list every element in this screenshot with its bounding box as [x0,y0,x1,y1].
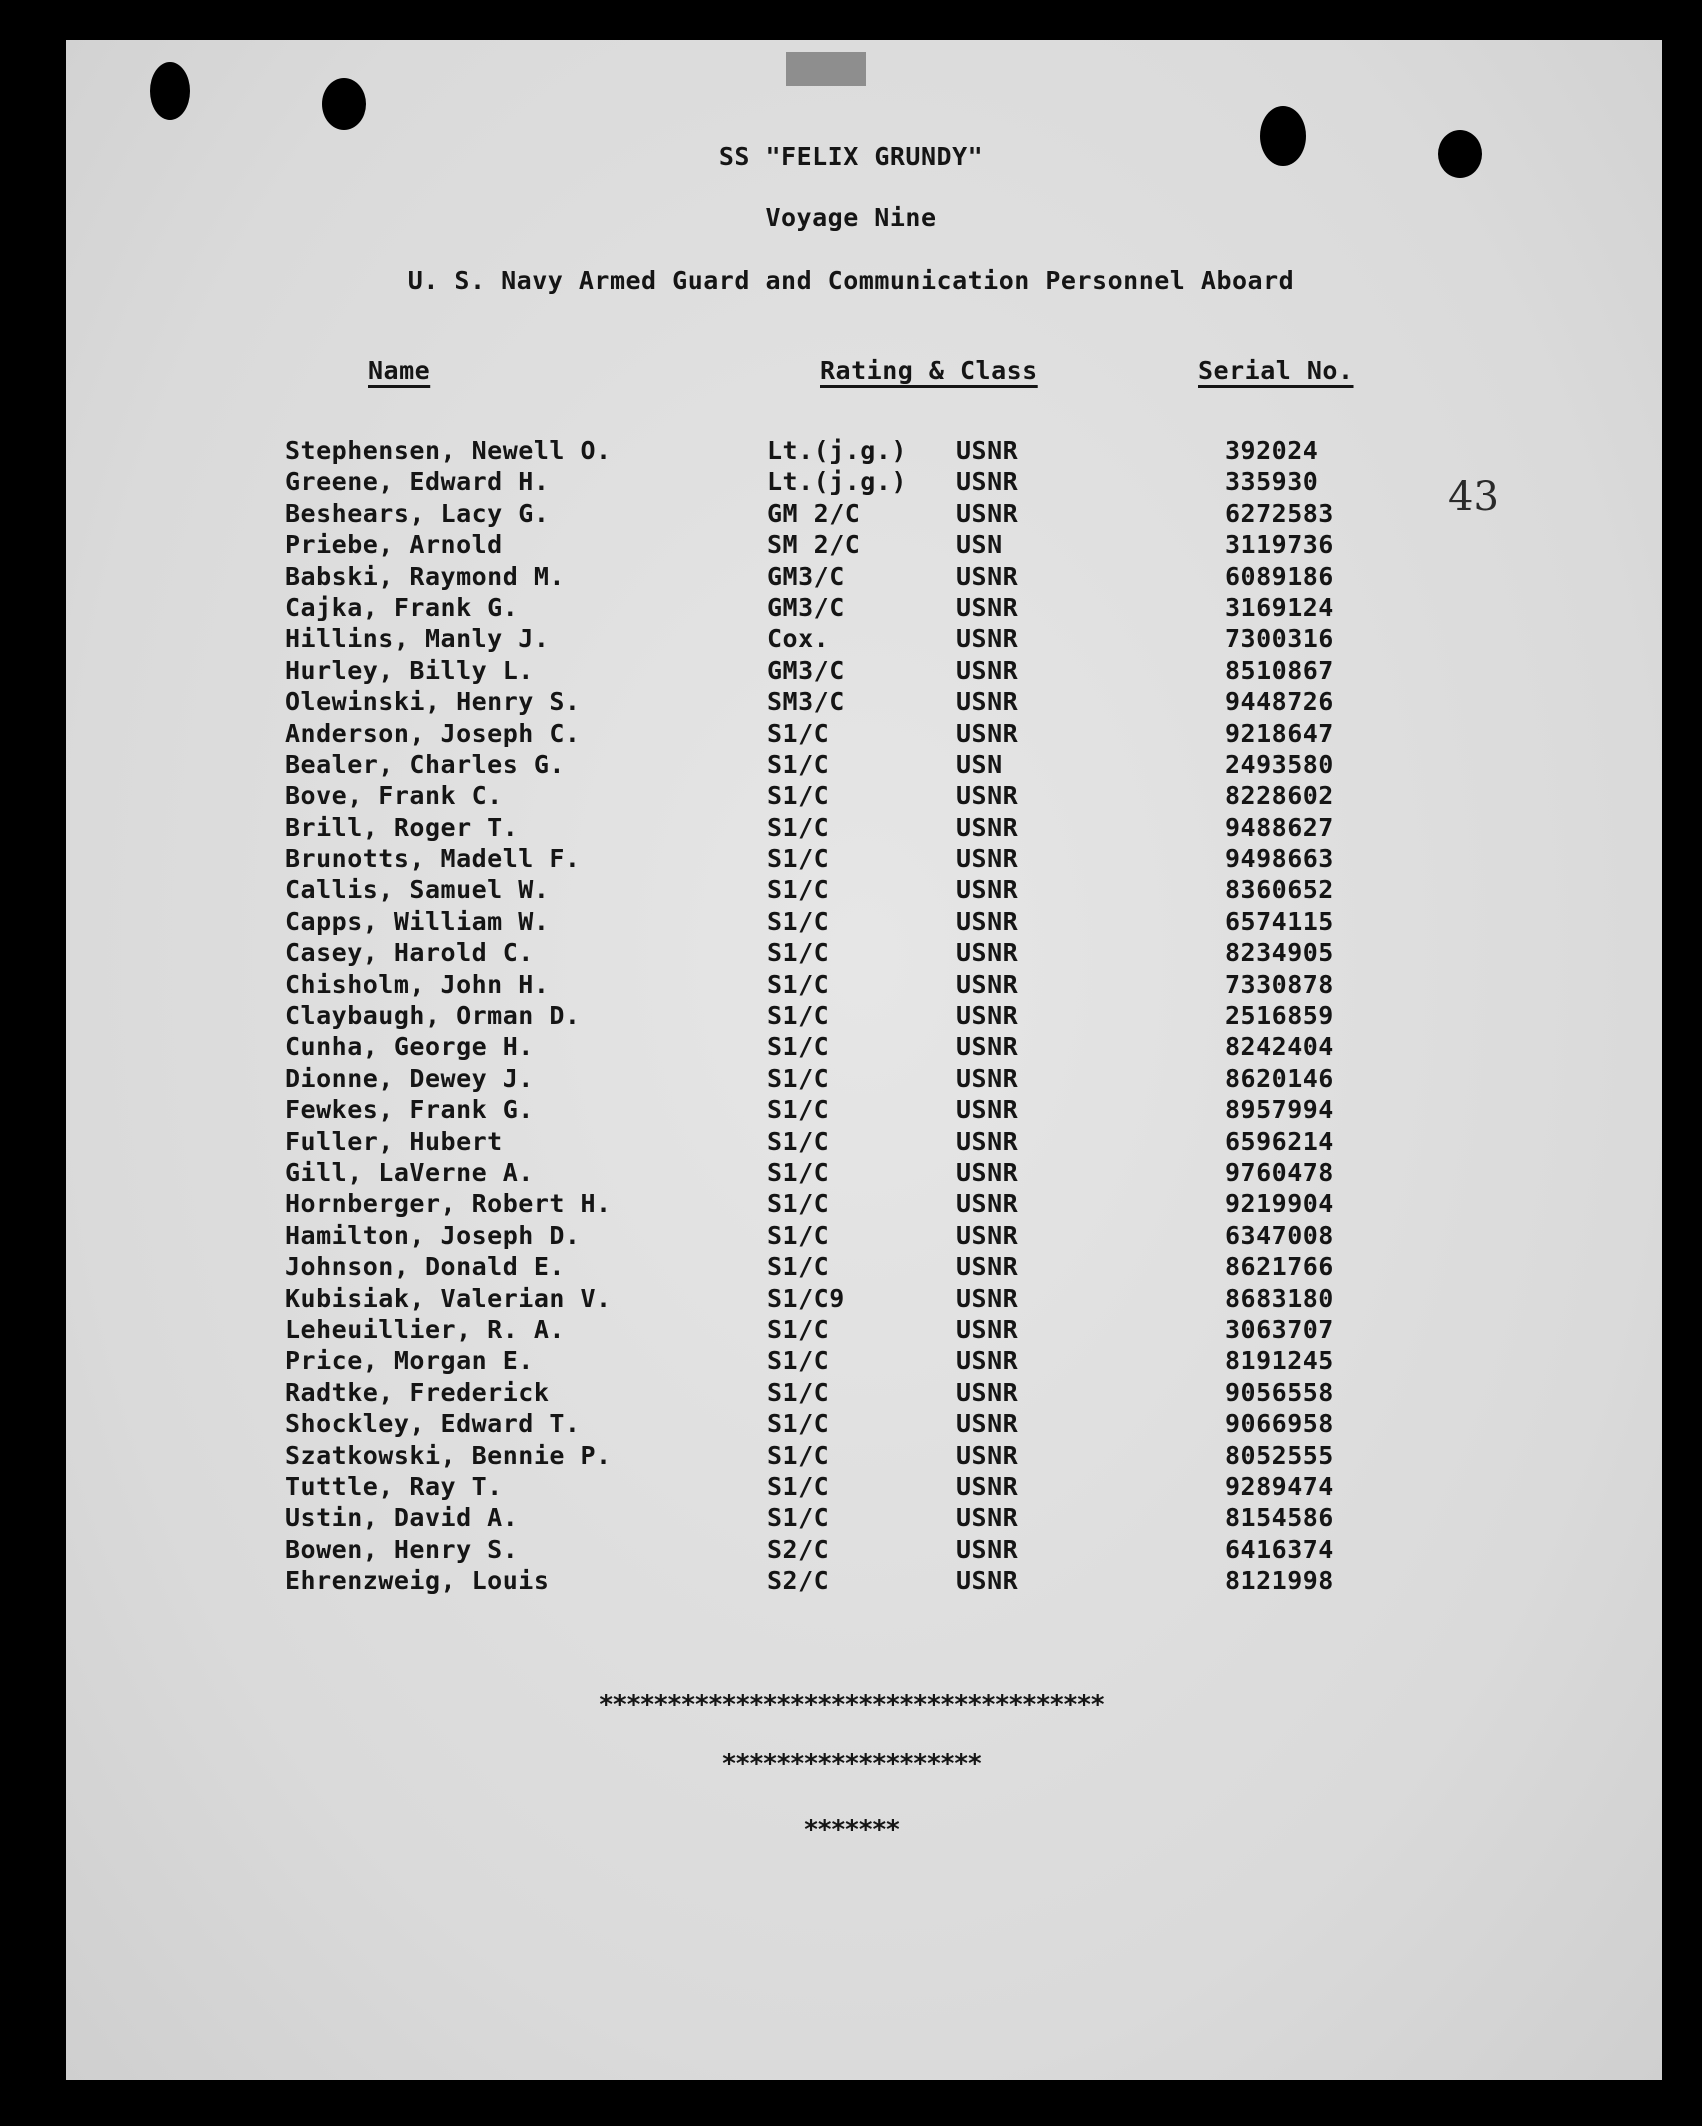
person-serial: 6347008 [1225,1220,1334,1250]
person-rating: S1/C [767,1095,830,1125]
table-row [0,656,1702,687]
person-serial: 6574115 [1225,906,1334,936]
table-row [0,1189,1702,1220]
person-branch: USNR [956,1440,1019,1470]
person-name: Babski, Raymond M. [285,561,565,591]
person-branch: USNR [956,1001,1019,1031]
person-branch: USNR [956,1314,1019,1344]
person-name: Priebe, Arnold [285,530,503,560]
person-name: Anderson, Joseph C. [285,718,581,748]
punch-hole-left-1 [150,62,190,120]
person-rating: S1/C [767,812,830,842]
person-serial: 3169124 [1225,592,1334,622]
header-rating-class: Rating & Class [820,356,1038,385]
person-name: Bealer, Charles G. [285,749,565,779]
divider-stars-short: ******* [803,1815,899,1845]
table-row [0,687,1702,718]
table-row [0,750,1702,781]
personnel-list [0,436,1702,1597]
table-row [0,1252,1702,1283]
table-row [0,970,1702,1001]
person-rating: GM3/C [767,592,845,622]
person-name: Ustin, David A. [285,1503,519,1533]
person-branch: USNR [956,1063,1019,1093]
person-rating: S1/C [767,1001,830,1031]
table-row [0,1284,1702,1315]
person-name: Beshears, Lacy G. [285,498,550,528]
person-name: Fewkes, Frank G. [285,1095,534,1125]
person-rating: S1/C [767,1032,830,1062]
person-rating: S1/C [767,1157,830,1187]
voyage-title: Voyage Nine [765,203,937,232]
page-number: 43 [1448,474,1499,520]
ship-title: SS "FELIX GRUNDY" [718,142,984,171]
person-rating: S1/C [767,938,830,968]
person-rating: GM3/C [767,655,845,685]
person-branch: USNR [956,467,1019,497]
table-row [0,907,1702,938]
person-name: Hurley, Billy L. [285,655,534,685]
person-name: Kubisiak, Valerian V. [285,1283,612,1313]
person-name: Tuttle, Ray T. [285,1471,503,1501]
table-row [0,436,1702,467]
person-rating: Lt.(j.g.) [767,436,907,465]
person-name: Chisholm, John H. [285,969,550,999]
person-rating: S1/C [767,1409,830,1439]
person-branch: USNR [956,1220,1019,1250]
person-serial: 8052555 [1225,1440,1334,1470]
person-rating: S1/C [767,969,830,999]
person-branch: USNR [956,1377,1019,1407]
person-branch: USNR [956,498,1019,528]
table-row [0,844,1702,875]
person-rating: S1/C [767,1346,830,1376]
person-branch: USNR [956,1534,1019,1564]
person-serial: 8510867 [1225,655,1334,685]
person-name: Shockley, Edward T. [285,1409,581,1439]
person-serial: 8621766 [1225,1252,1334,1282]
person-name: Hornberger, Robert H. [285,1189,612,1219]
table-row [0,1315,1702,1346]
table-row [0,781,1702,812]
person-branch: USNR [956,436,1019,465]
person-serial: 9289474 [1225,1471,1334,1501]
person-rating: S1/C [767,1471,830,1501]
person-name: Olewinski, Henry S. [285,687,581,717]
person-serial: 6596214 [1225,1126,1334,1156]
table-row [0,1158,1702,1189]
person-rating: S1/C9 [767,1283,845,1313]
person-rating: SM3/C [767,687,845,717]
person-name: Leheuillier, R. A. [285,1314,565,1344]
table-row [0,467,1702,498]
table-row [0,1095,1702,1126]
person-name: Cunha, George H. [285,1032,534,1062]
person-name: Brunotts, Madell F. [285,844,581,874]
person-name: Dionne, Dewey J. [285,1063,534,1093]
person-rating: S1/C [767,1377,830,1407]
person-serial: 8228602 [1225,781,1334,811]
person-branch: USNR [956,812,1019,842]
table-row [0,1001,1702,1032]
table-row [0,530,1702,561]
person-branch: USNR [956,1409,1019,1439]
table-row [0,1566,1702,1597]
person-branch: USNR [956,687,1019,717]
person-rating: S1/C [767,1503,830,1533]
person-branch: USNR [956,781,1019,811]
person-branch: USNR [956,592,1019,622]
person-rating: S1/C [767,718,830,748]
person-name: Bowen, Henry S. [285,1534,519,1564]
person-name: Greene, Edward H. [285,467,550,497]
person-serial: 9448726 [1225,687,1334,717]
person-branch: USNR [956,969,1019,999]
header-serial-no: Serial No. [1198,356,1354,385]
table-row [0,1127,1702,1158]
person-rating: S1/C [767,844,830,874]
person-name: Cajka, Frank G. [285,592,519,622]
person-name: Fuller, Hubert [285,1126,503,1156]
person-serial: 9760478 [1225,1157,1334,1187]
person-serial: 9498663 [1225,844,1334,874]
person-rating: Cox. [767,624,830,654]
table-row [0,624,1702,655]
person-branch: USN [956,749,1003,779]
person-name: Hamilton, Joseph D. [285,1220,581,1250]
table-row [0,719,1702,750]
person-serial: 335930 [1225,467,1319,497]
header-name: Name [368,356,431,385]
person-name: Radtke, Frederick [285,1377,550,1407]
person-branch: USNR [956,1032,1019,1062]
punch-hole-left-2 [322,78,366,130]
paper-tab-mark [786,52,866,86]
person-serial: 8234905 [1225,938,1334,968]
person-rating: SM 2/C [767,530,861,560]
table-row [0,1032,1702,1063]
person-serial: 392024 [1225,436,1319,465]
person-name: Callis, Samuel W. [285,875,550,905]
person-branch: USNR [956,1346,1019,1376]
person-rating: S1/C [767,1440,830,1470]
person-serial: 9056558 [1225,1377,1334,1407]
person-name: Capps, William W. [285,906,550,936]
person-serial: 9066958 [1225,1409,1334,1439]
person-rating: S1/C [767,1063,830,1093]
table-row [0,938,1702,969]
person-rating: S1/C [767,1220,830,1250]
person-branch: USNR [956,718,1019,748]
person-serial: 2493580 [1225,749,1334,779]
table-row [0,1378,1702,1409]
table-row [0,1221,1702,1252]
person-serial: 8683180 [1225,1283,1334,1313]
person-serial: 3063707 [1225,1314,1334,1344]
person-serial: 8620146 [1225,1063,1334,1093]
person-rating: GM 2/C [767,498,861,528]
person-branch: USNR [956,655,1019,685]
table-row [0,562,1702,593]
person-serial: 7300316 [1225,624,1334,654]
person-name: Ehrenzweig, Louis [285,1566,550,1596]
person-branch: USNR [956,1503,1019,1533]
person-branch: USNR [956,624,1019,654]
person-serial: 8121998 [1225,1566,1334,1596]
person-serial: 2516859 [1225,1001,1334,1031]
table-row [0,499,1702,530]
person-name: Bove, Frank C. [285,781,503,811]
document-subtitle: U. S. Navy Armed Guard and Communication Personnel Aboard [407,266,1295,295]
person-name: Stephensen, Newell O. [285,436,612,465]
person-serial: 8191245 [1225,1346,1334,1376]
person-branch: USNR [956,1566,1019,1596]
person-rating: S1/C [767,1314,830,1344]
person-branch: USNR [956,1283,1019,1313]
person-branch: USNR [956,1157,1019,1187]
person-rating: S1/C [767,749,830,779]
person-branch: USNR [956,1126,1019,1156]
person-name: Price, Morgan E. [285,1346,534,1376]
person-rating: S2/C [767,1566,830,1596]
person-rating: S1/C [767,781,830,811]
person-name: Casey, Harold C. [285,938,534,968]
person-name: Brill, Roger T. [285,812,519,842]
person-branch: USNR [956,938,1019,968]
table-row [0,1472,1702,1503]
person-branch: USNR [956,1095,1019,1125]
table-row [0,1503,1702,1534]
person-name: Hillins, Manly J. [285,624,550,654]
divider-stars-medium: ******************* [721,1749,981,1779]
person-rating: S1/C [767,1126,830,1156]
table-row [0,1064,1702,1095]
person-serial: 8360652 [1225,875,1334,905]
person-name: Gill, LaVerne A. [285,1157,534,1187]
person-branch: USN [956,530,1003,560]
person-serial: 6089186 [1225,561,1334,591]
person-name: Claybaugh, Orman D. [285,1001,581,1031]
person-rating: S1/C [767,875,830,905]
person-rating: S2/C [767,1534,830,1564]
person-serial: 6416374 [1225,1534,1334,1564]
divider-stars-long: ************************************* [598,1690,1104,1720]
person-branch: USNR [956,1189,1019,1219]
person-serial: 8957994 [1225,1095,1334,1125]
table-row [0,813,1702,844]
table-row [0,1535,1702,1566]
person-branch: USNR [956,844,1019,874]
person-branch: USNR [956,875,1019,905]
person-name: Johnson, Donald E. [285,1252,565,1282]
person-serial: 6272583 [1225,498,1334,528]
person-branch: USNR [956,906,1019,936]
person-serial: 9219904 [1225,1189,1334,1219]
table-row [0,593,1702,624]
person-rating: S1/C [767,906,830,936]
person-serial: 8242404 [1225,1032,1334,1062]
table-row [0,1346,1702,1377]
person-branch: USNR [956,561,1019,591]
person-serial: 7330878 [1225,969,1334,999]
person-rating: S1/C [767,1189,830,1219]
person-serial: 9488627 [1225,812,1334,842]
person-rating: Lt.(j.g.) [767,467,907,497]
person-rating: S1/C [767,1252,830,1282]
table-row [0,1441,1702,1472]
person-serial: 3119736 [1225,530,1334,560]
person-branch: USNR [956,1252,1019,1282]
person-name: Szatkowski, Bennie P. [285,1440,612,1470]
person-rating: GM3/C [767,561,845,591]
table-row [0,1409,1702,1440]
person-branch: USNR [956,1471,1019,1501]
person-serial: 8154586 [1225,1503,1334,1533]
table-row [0,875,1702,906]
person-serial: 9218647 [1225,718,1334,748]
